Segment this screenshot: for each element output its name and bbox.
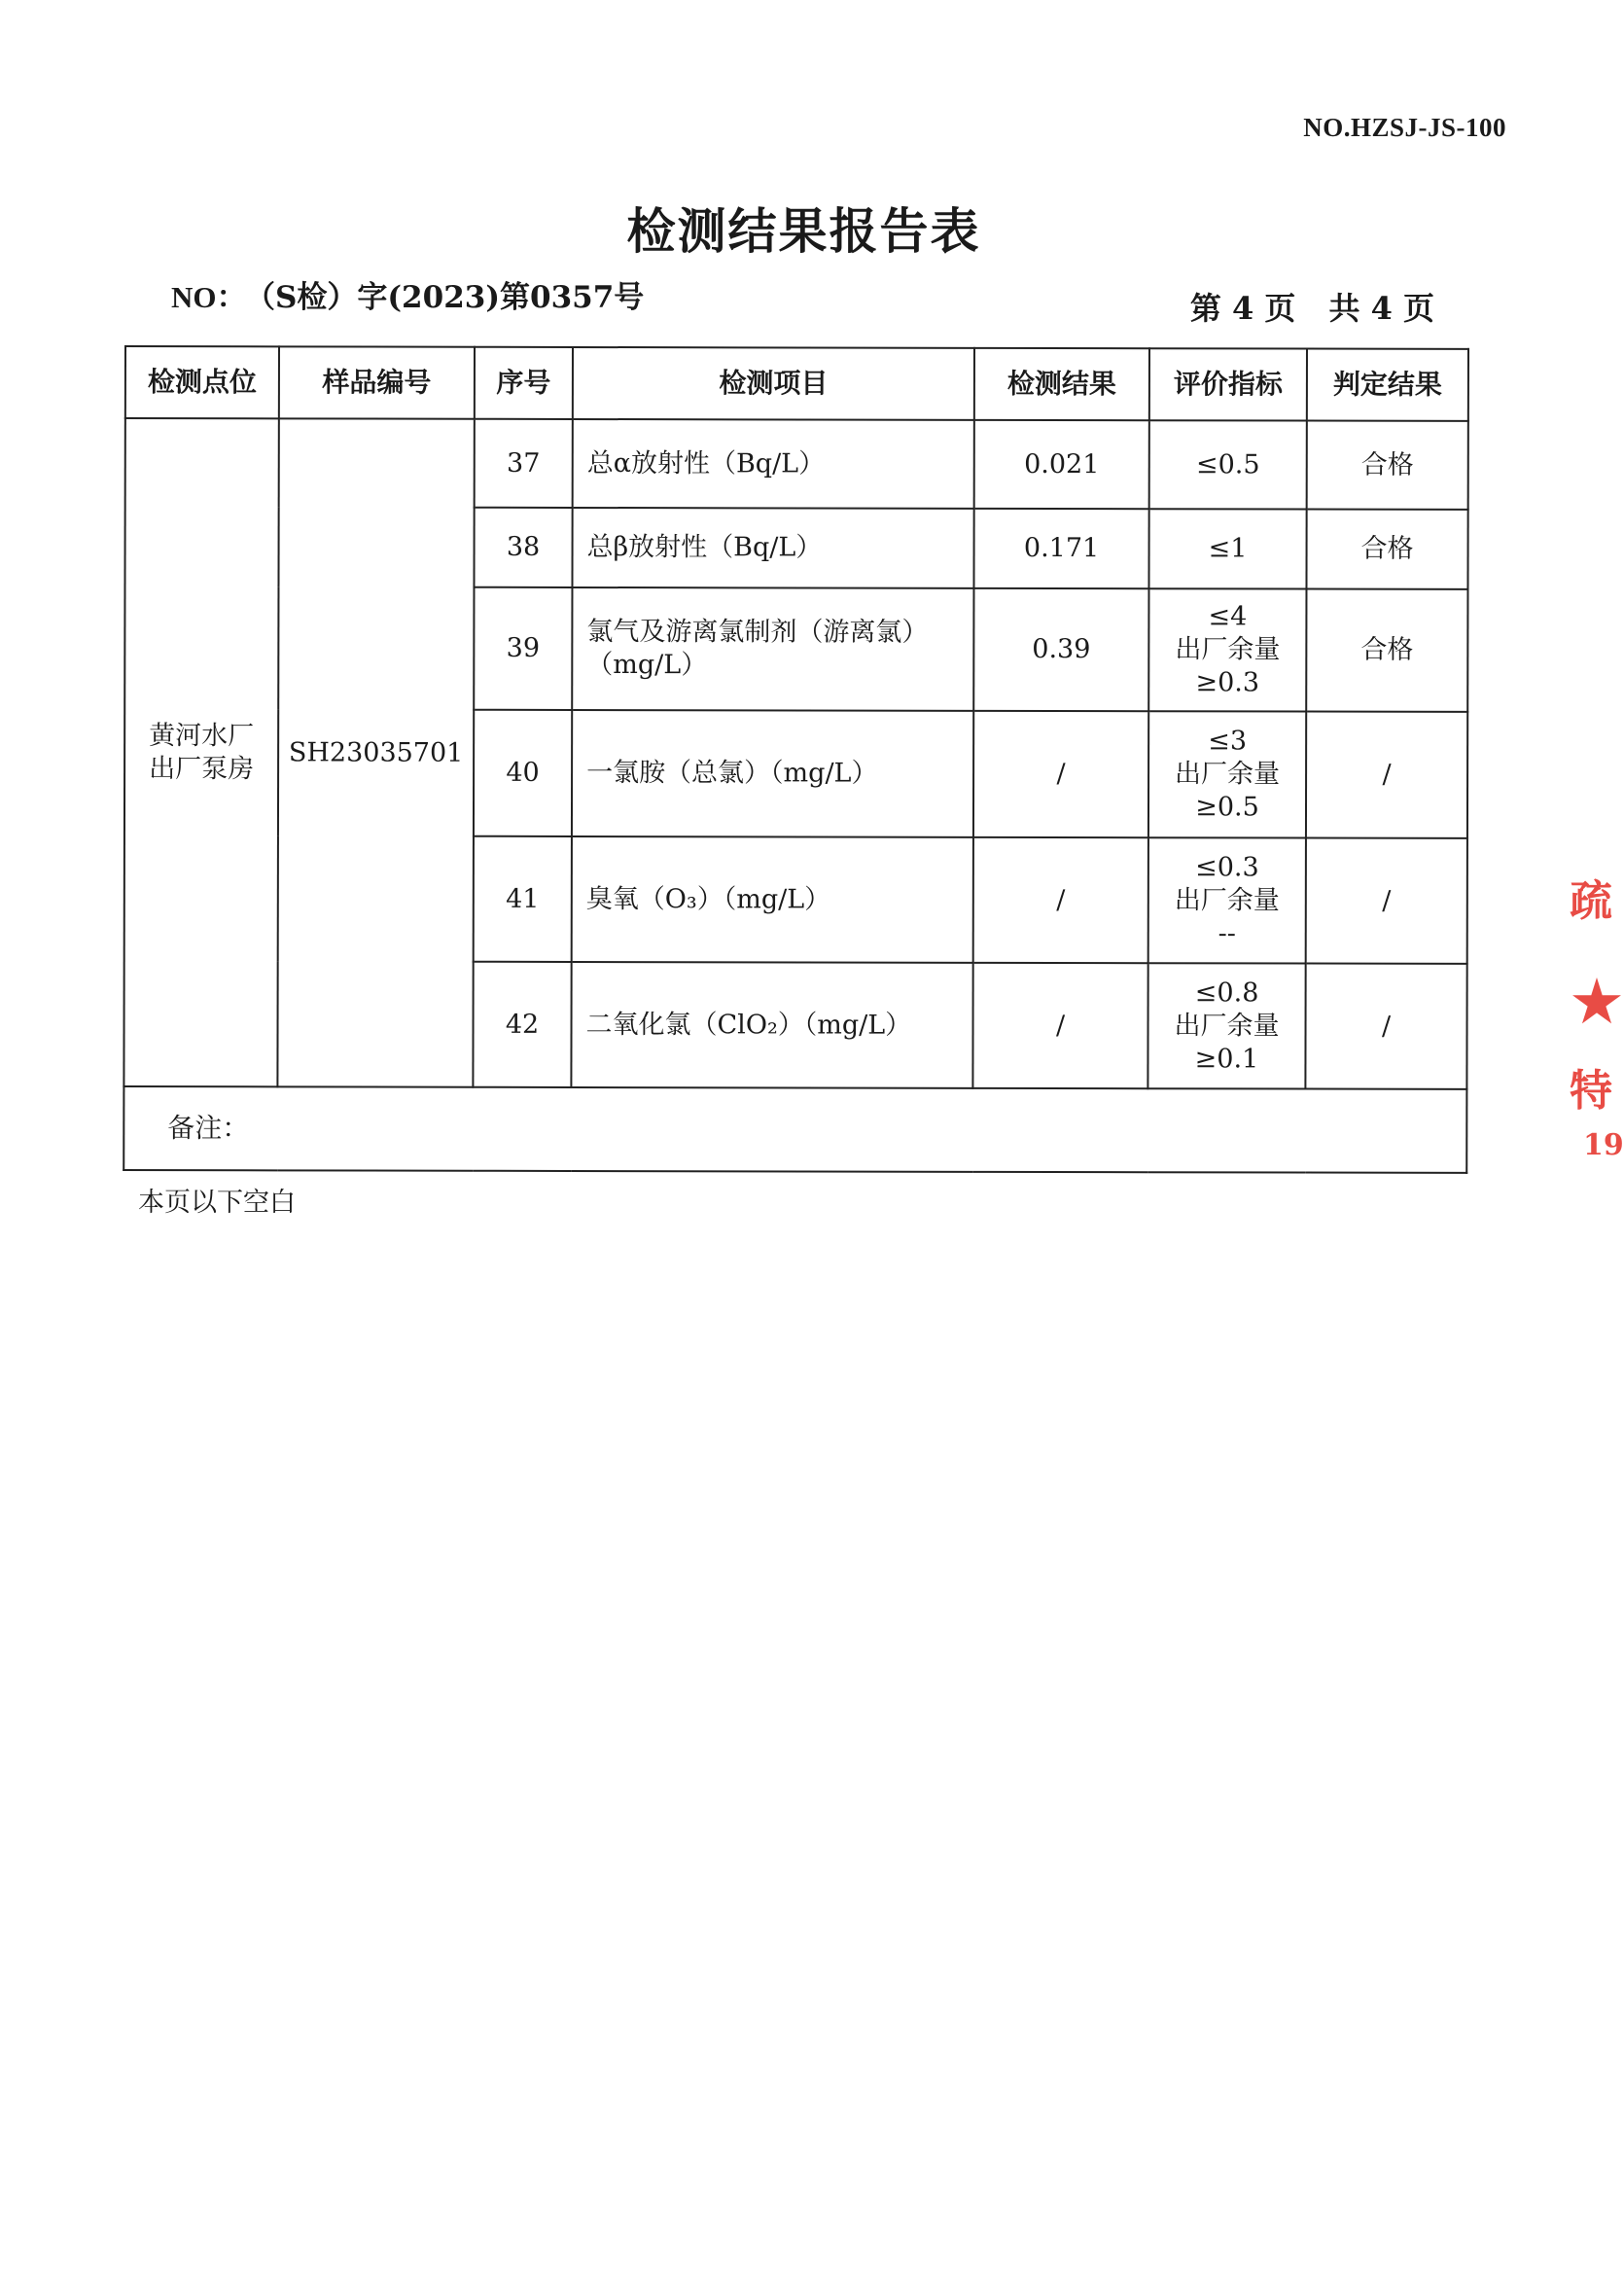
criteria-line: ≤0.5 (1195, 448, 1260, 480)
seq-cell: 42 (473, 962, 571, 1087)
criteria-line: 出厂余量 (1174, 884, 1280, 915)
seal-glyph: 疏 (1570, 876, 1612, 926)
criteria-line: ≤3 (1208, 726, 1248, 757)
seal-star-icon (1571, 977, 1622, 1028)
criteria-line: 出厂余量 (1175, 634, 1281, 665)
sample-id-cell: SH23035701 (277, 418, 474, 1086)
header-location: 检测点位 (125, 346, 279, 418)
remark-row (124, 1086, 1466, 1173)
item-line: 一氯胺（总氯）（mg/L） (586, 757, 878, 789)
item-cell (572, 587, 973, 711)
seq-cell: 37 (475, 419, 573, 508)
header-sample-id: 样品编号 (279, 346, 475, 418)
seq-cell: 41 (474, 836, 572, 962)
result-cell: 0.39 (973, 588, 1148, 711)
report-number (171, 272, 644, 316)
criteria-line: 出厂余量 (1174, 1010, 1280, 1041)
criteria-cell (1148, 509, 1306, 588)
criteria-cell (1148, 837, 1306, 963)
judgment-cell: / (1305, 964, 1466, 1089)
page-title: 检测结果报告表 (626, 202, 981, 260)
criteria-cell (1148, 711, 1306, 837)
seal-glyph: 19 (1583, 1128, 1624, 1162)
document-code: NO.HZSJ-JS-100 (1303, 113, 1506, 142)
seq-cell: 39 (474, 587, 572, 710)
item-cell (573, 419, 974, 509)
table-row (125, 418, 1468, 510)
report-number-label: NO： (171, 280, 247, 314)
criteria-line: ≤4 (1208, 601, 1248, 632)
header-item: 检测项目 (573, 347, 974, 420)
result-cell: / (973, 837, 1148, 963)
criteria-line: 出厂余量 (1175, 759, 1281, 790)
criteria-line: ≤0.8 (1194, 977, 1259, 1008)
item-line: 氯气及游离氯制剂（游离氯） (586, 616, 929, 648)
page-current: 第 4 页 (1189, 290, 1296, 327)
results-table (123, 345, 1469, 1174)
page-indicator (1190, 284, 1434, 329)
item-cell (572, 508, 973, 588)
page-total: 共 4 页 (1328, 290, 1434, 327)
seq-cell: 40 (474, 710, 572, 836)
criteria-cell (1148, 588, 1306, 711)
item-cell (572, 836, 973, 963)
location-line: 出厂泵房 (149, 753, 255, 784)
criteria-cell (1147, 963, 1305, 1088)
location-cell (124, 418, 278, 1086)
seal-glyph: 特 (1570, 1066, 1612, 1116)
judgment-cell: 合格 (1306, 589, 1467, 712)
item-line: 总β放射性（Bq/L） (586, 531, 823, 563)
item-line: （mg/L） (586, 649, 708, 681)
location-line: 黄河水厂 (149, 720, 255, 751)
criteria-line: -- (1218, 917, 1236, 948)
header-seq: 序号 (475, 347, 573, 419)
criteria-line: ≥0.5 (1195, 792, 1259, 823)
criteria-line: ≤0.3 (1195, 851, 1259, 882)
result-cell: / (973, 711, 1148, 837)
result-cell: 0.171 (973, 509, 1148, 588)
item-cell (572, 710, 973, 837)
remark-cell: 备注： (124, 1086, 1466, 1173)
criteria-line: ≤1 (1208, 533, 1248, 564)
judgment-cell: 合格 (1306, 510, 1467, 589)
seq-cell: 38 (474, 508, 572, 587)
item-line: 臭氧（O₃）（mg/L） (585, 883, 831, 915)
item-line: 总α放射性（Bq/L） (586, 447, 826, 480)
criteria-line: ≥0.3 (1195, 667, 1260, 698)
result-cell: 0.021 (974, 420, 1149, 509)
item-cell (571, 962, 972, 1088)
page-end-note: 本页以下空白 (138, 1188, 296, 1218)
judgment-cell: / (1306, 712, 1467, 838)
table-header-row (125, 346, 1468, 421)
criteria-line: ≥0.1 (1194, 1043, 1259, 1074)
judgment-cell: / (1306, 838, 1467, 964)
report-number-value: （S检）字(2023)第0357号 (260, 280, 645, 315)
header-criteria: 评价指标 (1149, 348, 1307, 420)
result-cell: / (972, 963, 1147, 1088)
official-seal-fragment (1566, 846, 1624, 1196)
criteria-cell (1149, 420, 1307, 509)
judgment-cell: 合格 (1307, 421, 1468, 510)
item-line: 二氧化氯（ClO₂）（mg/L） (585, 1009, 912, 1041)
header-result: 检测结果 (974, 348, 1149, 420)
header-judgment: 判定结果 (1307, 349, 1468, 421)
